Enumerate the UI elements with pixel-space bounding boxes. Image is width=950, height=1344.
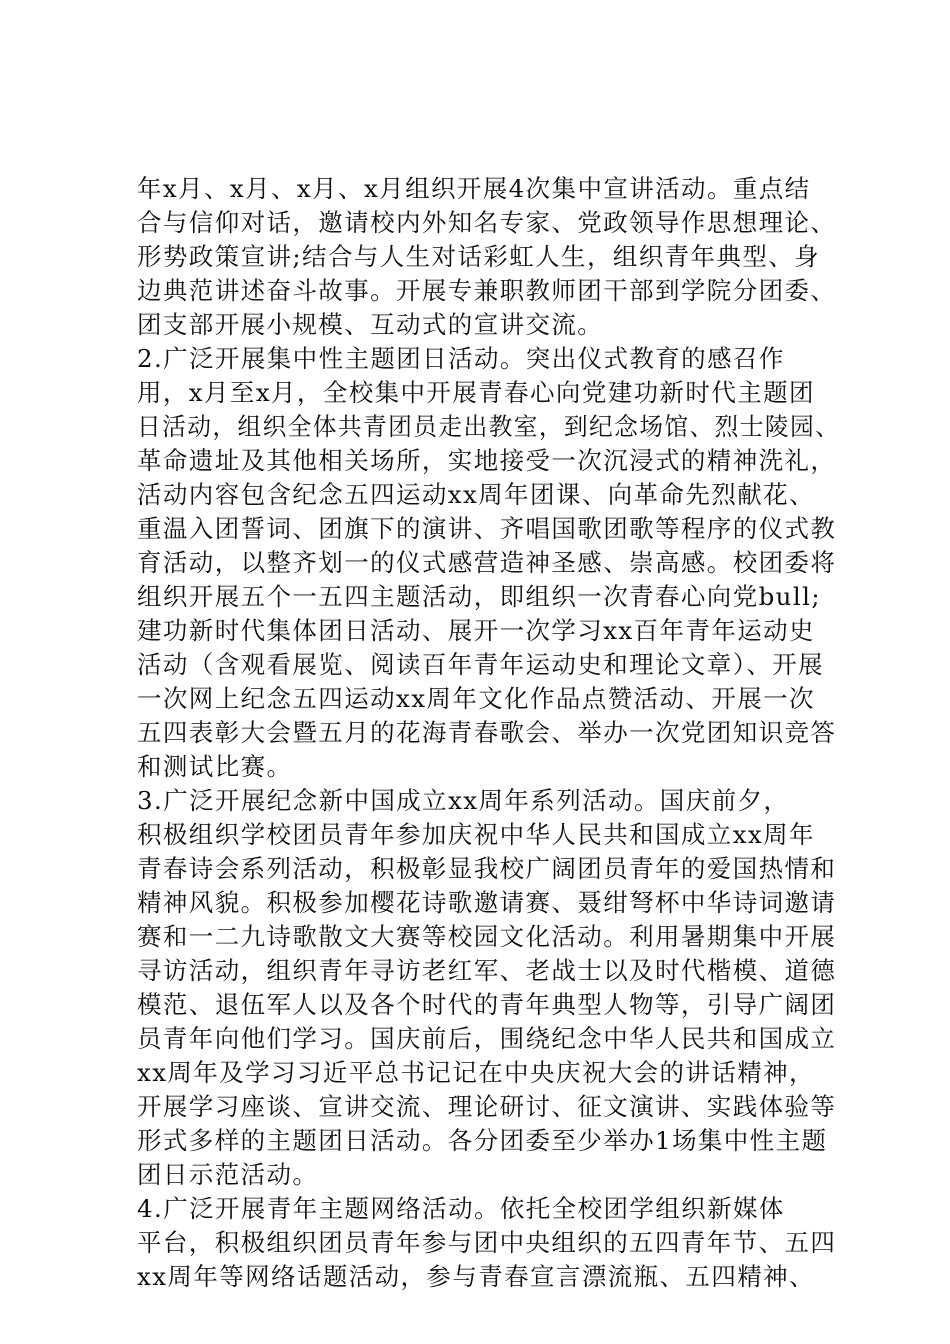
text-line: 3.广泛开展纪念新中国成立xx周年系列活动。国庆前夕， bbox=[137, 786, 790, 815]
text-line: 用，x月至x月，全校集中开展青春心向党建功新时代主题团 bbox=[137, 378, 815, 407]
text-line: 和测试比赛。 bbox=[137, 752, 293, 781]
text-line: 寻访活动，组织青年寻访老红军、老战士以及时代楷模、道德 bbox=[137, 956, 837, 985]
text-line: 模范、退伍军人以及各个时代的青年典型人物等，引导广阔团 bbox=[137, 990, 837, 1019]
text-line: xx周年等网络话题活动，参与青春宣言漂流瓶、五四精神、 bbox=[137, 1262, 815, 1291]
text-line: 边典范讲述奋斗故事。开展专兼职教师团干部到学院分团委、 bbox=[137, 276, 837, 305]
text-line: 赛和一二九诗歌散文大赛等校园文化活动。利用暑期集中开展 bbox=[137, 922, 837, 951]
text-line: 组织开展五个一五四主题活动，即组织一次青春心向党bull; bbox=[137, 582, 821, 611]
text-line: 重温入团誓词、团旗下的演讲、齐唱国歌团歌等程序的仪式教 bbox=[137, 514, 837, 543]
text-line: 4.广泛开展青年主题网络活动。依托全校团学组织新媒体 bbox=[137, 1194, 785, 1223]
text-line: 活动内容包含纪念五四运动xx周年团课、向革命先烈献花、 bbox=[137, 480, 815, 509]
text-line: 日活动，组织全体共青团员走出教室，到纪念场馆、烈士陵园、 bbox=[137, 412, 841, 441]
text-line: 精神风貌。积极参加樱花诗歌邀请赛、聂绀弩杯中华诗词邀请 bbox=[137, 888, 837, 917]
text-line: 平台，积极组织团员青年参与团中央组织的五四青年节、五四 bbox=[137, 1228, 837, 1257]
text-line: 建功新时代集体团日活动、展开一次学习xx百年青年运动史 bbox=[137, 616, 815, 645]
text-line: 革命遗址及其他相关场所，实地接受一次沉浸式的精神洗礼， bbox=[137, 446, 837, 475]
text-line: 开展学习座谈、宣讲交流、理论研讨、征文演讲、实践体验等 bbox=[137, 1092, 837, 1121]
text-line: 合与信仰对话，邀请校内外知名专家、党政领导作思想理论、 bbox=[137, 208, 837, 237]
text-line: 员青年向他们学习。国庆前后，围绕纪念中华人民共和国成立 bbox=[137, 1024, 837, 1053]
text-line: 育活动，以整齐划一的仪式感营造神圣感、崇高感。校团委将 bbox=[137, 548, 837, 577]
text-line: 形式多样的主题团日活动。各分团委至少举办1场集中性主题 bbox=[137, 1126, 828, 1155]
text-line: 2.广泛开展集中性主题团日活动。突出仪式教育的感召作 bbox=[137, 344, 785, 373]
text-line: 形势政策宣讲;结合与人生对话彩虹人生，组织青年典型、身 bbox=[137, 242, 821, 271]
text-line: 积极组织学校团员青年参加庆祝中华人民共和国成立xx周年 bbox=[137, 820, 815, 849]
text-line: xx周年及学习习近平总书记记在中央庆祝大会的讲话精神， bbox=[137, 1058, 815, 1087]
text-line: 活动（含观看展览、阅读百年青年运动史和理论文章）、开展 bbox=[137, 650, 825, 679]
text-line: 团日示范活动。 bbox=[137, 1160, 319, 1189]
text-line: 一次网上纪念五四运动xx周年文化作品点赞活动、开展一次 bbox=[137, 684, 815, 713]
text-line: 五四表彰大会暨五月的花海青春歌会、举办一次党团知识竞答 bbox=[137, 718, 837, 747]
text-line: 年x月、x月、x月、x月组织开展4次集中宣讲活动。重点结 bbox=[137, 174, 811, 203]
text-line: 团支部开展小规模、互动式的宣讲交流。 bbox=[137, 310, 604, 339]
text-line: 青春诗会系列活动，积极彰显我校广阔团员青年的爱国热情和 bbox=[137, 854, 837, 883]
